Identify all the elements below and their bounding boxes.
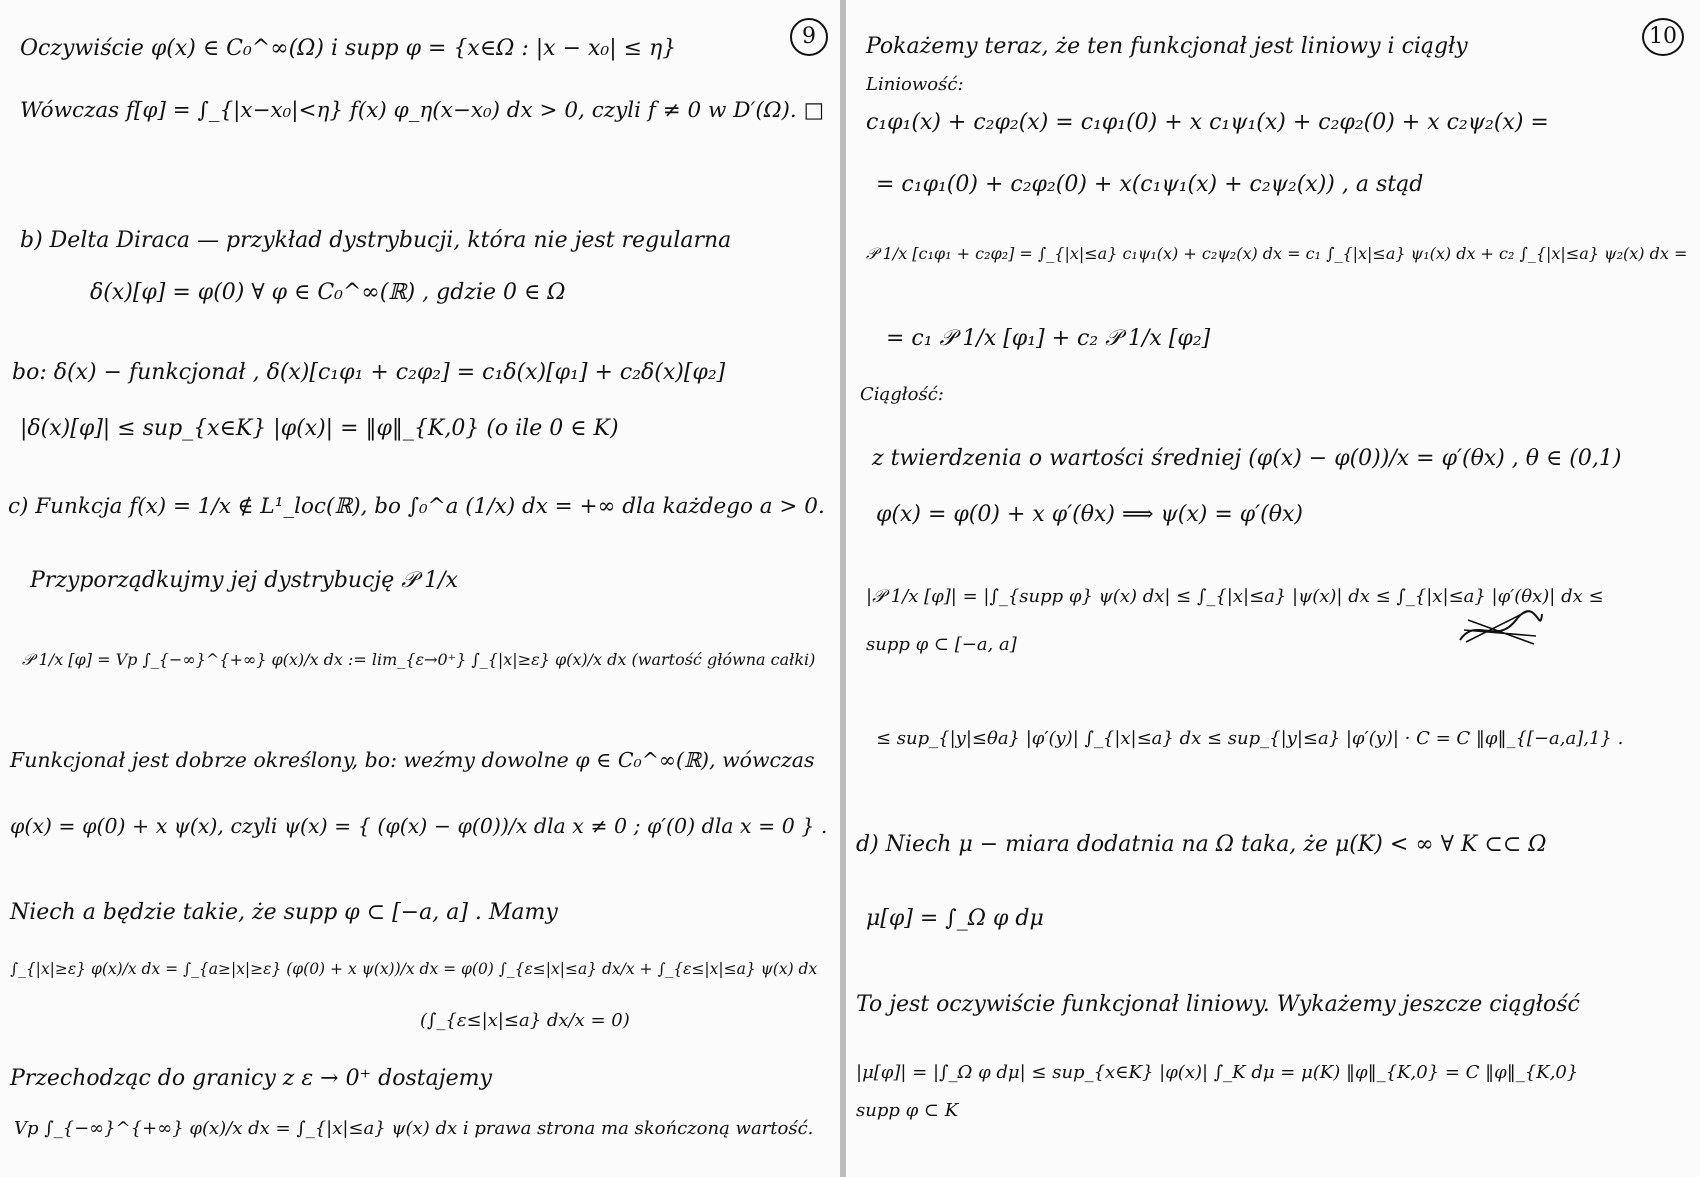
page-number: 9 bbox=[790, 18, 828, 56]
page-10 bbox=[846, 0, 1700, 1177]
note-line: To jest oczywiście funkcjonał liniowy. Wykażemy jeszcze ciągłość bbox=[856, 992, 1580, 1017]
note-line: c₁φ₁(x) + c₂φ₂(x) = c₁φ₁(0) + x c₁ψ₁(x) + c₂φ₂(0) + x c₂ψ₂(x) = bbox=[866, 110, 1549, 135]
note-line: ≤ sup_{|y|≤θa} |φ′(y)| ∫_{|x|≤a} dx ≤ sup_{|y|≤a} |φ′(y)| · C = C ‖φ‖_{[−a,a],1} . bbox=[876, 728, 1624, 749]
note-line: = c₁φ₁(0) + c₂φ₂(0) + x(c₁ψ₁(x) + c₂ψ₂(x)) , a stąd bbox=[876, 172, 1424, 197]
note-line: Niech a będzie takie, że supp φ ⊂ [−a, a] . Mamy bbox=[10, 900, 558, 925]
note-line: δ(x)[φ] = φ(0) ∀ φ ∈ C₀^∞(ℝ) , gdzie 0 ∈ Ω bbox=[90, 280, 566, 305]
note-line: Pokażemy teraz, że ten funkcjonał jest liniowy i ciągły bbox=[866, 34, 1468, 59]
note-line: Przechodząc do granicy z ε → 0⁺ dostajemy bbox=[10, 1066, 492, 1091]
note-line: 𝒫 1/x [φ] = Vp ∫_{−∞}^{+∞} φ(x)/x dx := lim_{ε→0⁺} ∫_{|x|≥ε} φ(x)/x dx (wartość główna całki) bbox=[22, 650, 816, 669]
note-line: supp φ ⊂ K bbox=[856, 1100, 959, 1121]
note-line: Oczywiście φ(x) ∈ C₀^∞(Ω) i supp φ = {x∈Ω : |x − x₀| ≤ η} bbox=[20, 36, 677, 61]
note-line: Wówczas f[φ] = ∫_{|x−x₀|<η} f(x) φ_η(x−x₀) dx > 0, czyli f ≠ 0 w D′(Ω). □ bbox=[20, 98, 824, 123]
note-line: supp φ ⊂ [−a, a] bbox=[866, 634, 1017, 655]
note-line: |𝒫 1/x [φ]| = |∫_{supp φ} ψ(x) dx| ≤ ∫_{|x|≤a} |ψ(x)| dx ≤ ∫_{|x|≤a} |φ′(θx)| dx ≤ bbox=[866, 586, 1604, 607]
note-line: μ[φ] = ∫_Ω φ dμ bbox=[866, 906, 1044, 931]
page-number: 10 bbox=[1642, 18, 1684, 56]
note-line: = c₁ 𝒫 1/x [φ₁] + c₂ 𝒫 1/x [φ₂] bbox=[886, 326, 1211, 351]
note-line: φ(x) = φ(0) + x φ′(θx) ⟹ ψ(x) = φ′(θx) bbox=[876, 502, 1303, 527]
section-heading-d: d) Niech μ − miara dodatnia na Ω taka, że μ(K) < ∞ ∀ K ⊂⊂ Ω bbox=[856, 832, 1547, 857]
note-line: |δ(x)[φ]| ≤ sup_{x∈K} |φ(x)| = ‖φ‖_{K,0} (o ile 0 ∈ K) bbox=[20, 416, 619, 441]
note-line: φ(x) = φ(0) + x ψ(x), czyli ψ(x) = { (φ(x) − φ(0))/x dla x ≠ 0 ; φ′(0) dla x = 0 } . bbox=[10, 814, 828, 838]
crossed-out-scribble bbox=[1456, 606, 1546, 650]
subheading-linearity: Liniowość: bbox=[866, 74, 964, 95]
note-line: ∫_{|x|≥ε} φ(x)/x dx = ∫_{a≥|x|≥ε} (φ(0) + x ψ(x))/x dx = φ(0) ∫_{ε≤|x|≤a} dx/x + ∫_{ε≤|x|≤a} ψ(x) dx bbox=[10, 960, 818, 978]
section-heading-b: b) Delta Diraca — przykład dystrybucji, która nie jest regularna bbox=[20, 228, 732, 253]
note-line: z twierdzenia o wartości średniej (φ(x) − φ(0))/x = φ′(θx) , θ ∈ (0,1) bbox=[872, 446, 1622, 471]
subheading-continuity: Ciągłość: bbox=[860, 384, 944, 405]
note-line: Przyporządkujmy jej dystrybucję 𝒫 1/x bbox=[30, 568, 458, 593]
note-line: Funkcjonał jest dobrze określony, bo: weźmy dowolne φ ∈ C₀^∞(ℝ), wówczas bbox=[10, 748, 815, 772]
note-line: 𝒫 1/x [c₁φ₁ + c₂φ₂] = ∫_{|x|≤a} c₁ψ₁(x) + c₂ψ₂(x) dx = c₁ ∫_{|x|≤a} ψ₁(x) dx + c₂ ∫_{|x|≤a} ψ₂(x) dx = bbox=[866, 244, 1688, 263]
note-line: |μ[φ]| = |∫_Ω φ dμ| ≤ sup_{x∈K} |φ(x)| ∫_K dμ = μ(K) ‖φ‖_{K,0} = C ‖φ‖_{K,0} bbox=[856, 1062, 1579, 1083]
note-line: bo: δ(x) − funkcjonał , δ(x)[c₁φ₁ + c₂φ₂] = c₁δ(x)[φ₁] + c₂δ(x)[φ₂] bbox=[12, 360, 726, 385]
page-9 bbox=[0, 0, 840, 1177]
note-underbrace: (∫_{ε≤|x|≤a} dx/x = 0) bbox=[420, 1010, 630, 1031]
note-line: Vp ∫_{−∞}^{+∞} φ(x)/x dx = ∫_{|x|≤a} ψ(x) dx i prawa strona ma skończoną wartość. bbox=[14, 1118, 814, 1139]
section-heading-c: c) Funkcja f(x) = 1/x ∉ L¹_loc(ℝ), bo ∫₀^a (1/x) dx = +∞ dla każdego a > 0. bbox=[8, 494, 825, 519]
